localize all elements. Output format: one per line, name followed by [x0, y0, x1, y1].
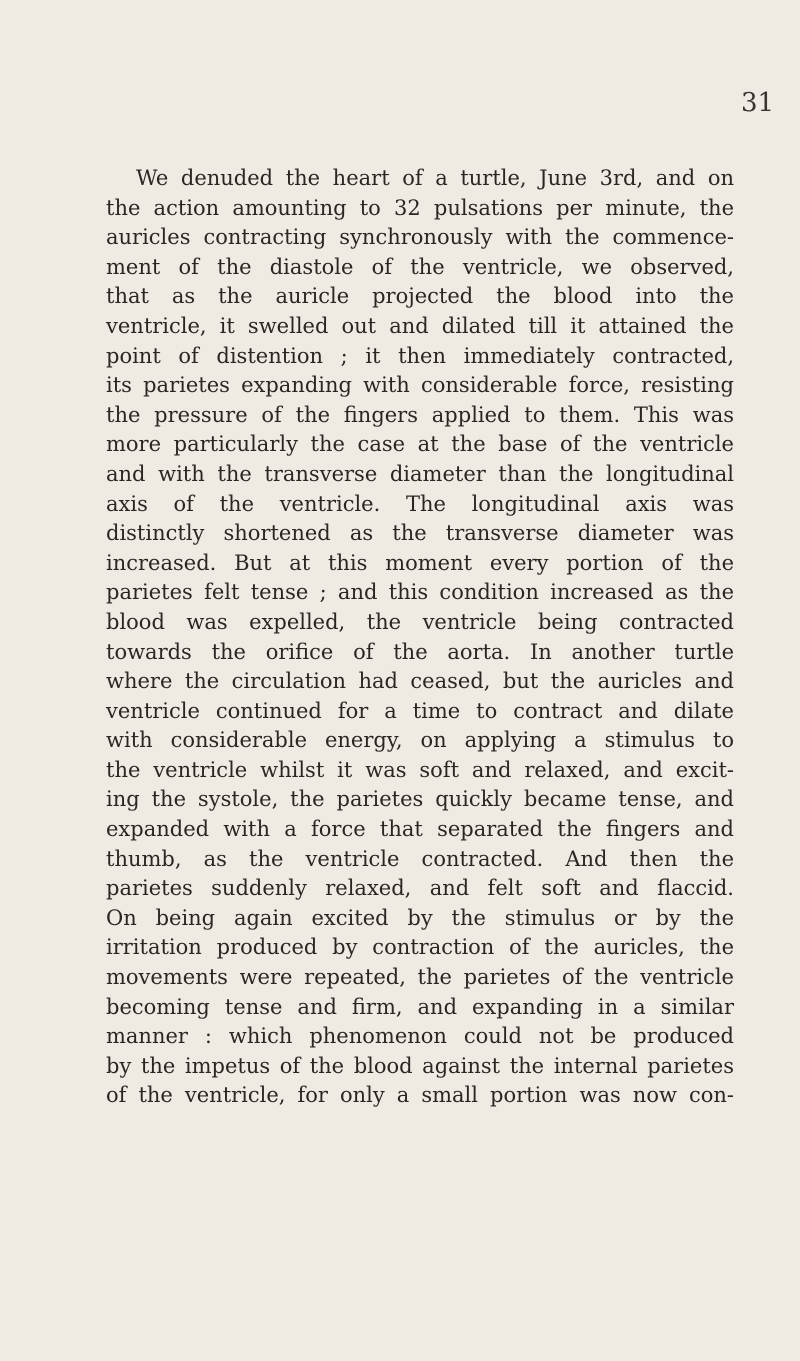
- text-line: ment of the diastole of the ventricle, we observed,: [106, 254, 734, 279]
- text-line: irritation produced by contraction of the auricles, the: [106, 935, 734, 960]
- text-line: by the impetus of the blood against the internal parietes: [106, 1053, 734, 1078]
- text-line: thumb, as the ventricle contracted. And then the: [106, 846, 734, 871]
- text-line: of the ventricle, for only a small portion was now con-: [106, 1083, 734, 1108]
- text-line: that as the auricle projected the blood into the: [106, 284, 734, 309]
- text-line: the pressure of the fingers applied to them. This was: [106, 402, 734, 427]
- text-line: and with the transverse diameter than the longitudinal: [106, 461, 734, 486]
- text-line: where the circulation had ceased, but the auricles and: [106, 669, 734, 694]
- text-line: expanded with a force that separated the fingers and: [106, 817, 734, 842]
- text-line: ventricle continued for a time to contract and dilate: [106, 698, 734, 723]
- text-line: distinctly shortened as the transverse diameter was: [106, 521, 734, 546]
- text-line: with considerable energy, on applying a stimulus to: [106, 728, 734, 753]
- text-line: increased. But at this moment every portion of the: [106, 550, 734, 575]
- text-line: point of distention ; it then immediately contracted,: [106, 343, 734, 368]
- text-line: movements were repeated, the parietes of the ventricle: [106, 965, 734, 990]
- text-line: becoming tense and firm, and expanding in a similar: [106, 994, 734, 1019]
- text-line: axis of the ventricle. The longitudinal axis was: [106, 491, 734, 516]
- page-number: 31: [741, 88, 775, 118]
- text-line: manner : which phenomenon could not be produced: [106, 1024, 734, 1049]
- text-line: parietes suddenly relaxed, and felt soft and flaccid.: [106, 876, 734, 901]
- body-paragraph: [106, 164, 734, 1111]
- text-line: more particularly the case at the base of the ventricle: [106, 432, 734, 457]
- text-line: the action amounting to 32 pulsations per minute, the: [106, 195, 734, 220]
- text-line: blood was expelled, the ventricle being contracted: [106, 609, 734, 634]
- text-line: the ventricle whilst it was soft and relaxed, and excit-: [106, 757, 734, 782]
- text-line: On being again excited by the stimulus or by the: [106, 905, 734, 930]
- text-line: towards the orifice of the aorta. In another turtle: [106, 639, 734, 664]
- text-line: ventricle, it swelled out and dilated till it attained the: [106, 313, 734, 338]
- text-line: ing the systole, the parietes quickly became tense, and: [106, 787, 734, 812]
- text-line: parietes felt tense ; and this condition increased as the: [106, 580, 734, 605]
- text-line: its parietes expanding with considerable force, resisting: [106, 373, 734, 398]
- text-line: auricles contracting synchronously with the commence-: [106, 225, 734, 250]
- text-line: We denuded the heart of a turtle, June 3rd, and on: [136, 166, 734, 190]
